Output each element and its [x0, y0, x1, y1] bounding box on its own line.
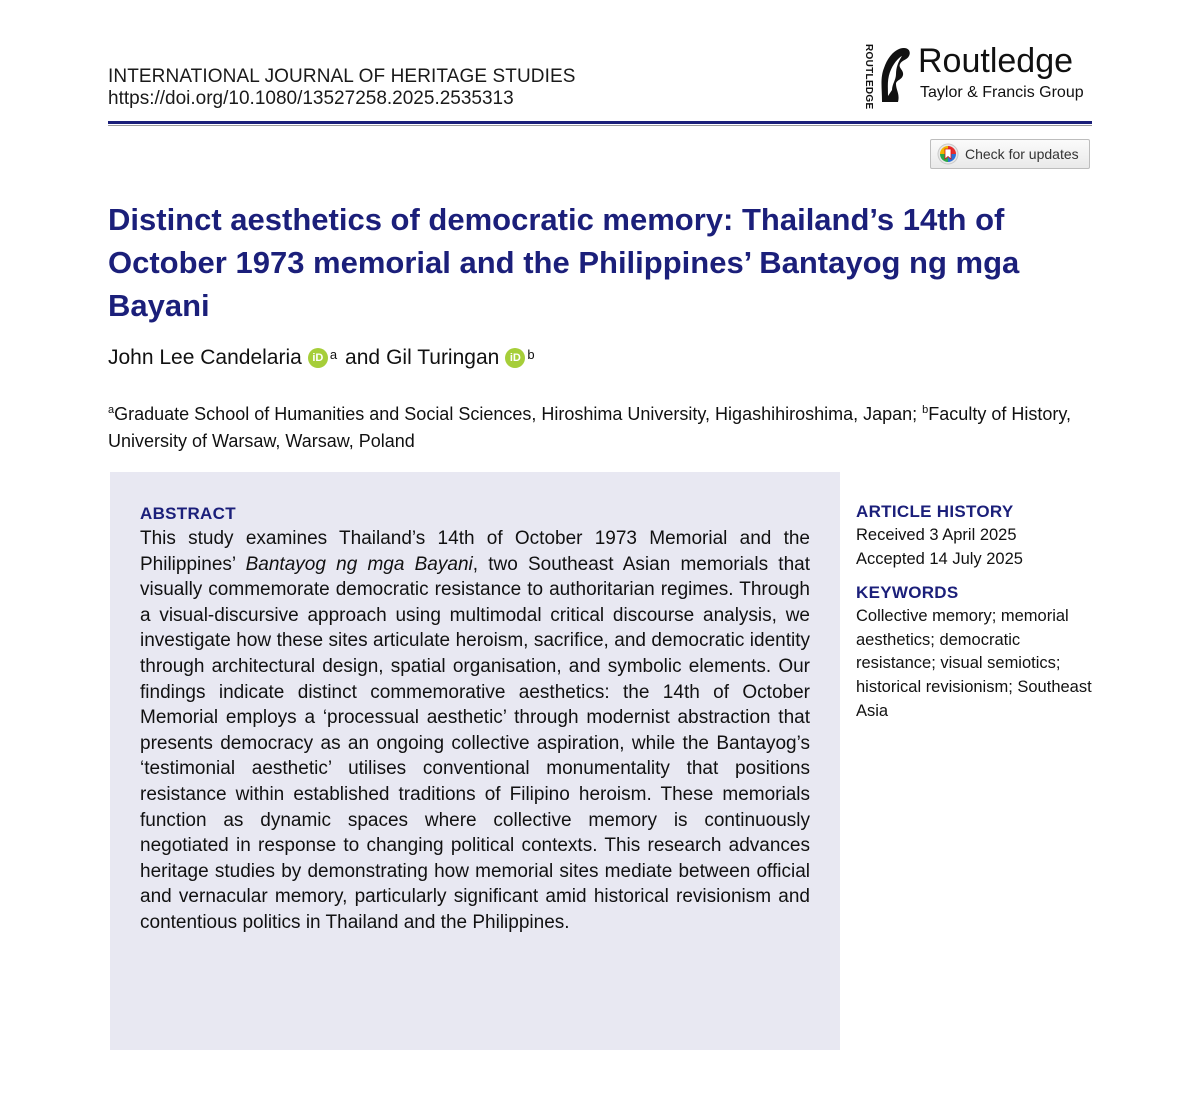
author-joiner: and: [345, 346, 381, 369]
affiliation-text: Graduate School of Humanities and Social Sciences, Hiroshima University, Higashihiroshima, Japan;: [114, 404, 923, 424]
header-rule: [108, 121, 1092, 124]
affiliation-mark: b: [527, 347, 535, 362]
publisher-group: Taylor & Francis Group: [920, 84, 1084, 101]
affiliation-mark: a: [329, 347, 338, 362]
author-name[interactable]: Gil Turingan: [386, 346, 500, 369]
affiliations: [108, 397, 1098, 455]
abstract-italic-term: Bantayog ng mga Bayani: [245, 553, 473, 575]
article-title: Distinct aesthetics of democratic memory: Thailand’s 14th of October 1973 memorial and the Philippines’ Bantayog ng mga Bayani: [108, 202, 1020, 323]
abstract-text: [140, 526, 810, 936]
doi-link[interactable]: https://doi.org/10.1080/13527258.2025.2535313: [108, 88, 514, 109]
abstract-text-part: This study examines Thailand’s 14th of October 1973 Memorial and the Philippines’: [140, 528, 810, 575]
check-for-updates-button[interactable]: [930, 139, 1090, 169]
keywords-heading: KEYWORDS: [856, 583, 959, 603]
keywords-list: Collective memory; memorial aesthetics; democratic resistance; visual semiotics; historical revisionism; Southeast Asia: [856, 607, 1092, 720]
abstract-heading: ABSTRACT: [140, 504, 236, 523]
routledge-logo-icon: [876, 44, 912, 104]
abstract-text-part: , two Southeast Asian memorials that visually commemorate democratic resistance to authoritarian regimes. Through a visual-discursive approach using multimodal critical discourse analysis, we investigate how these sites articulate heroism, sacrifice, and democratic identity through architectural design, spatial organisation, and symbolic elements. Our findings indicate distinct commemorative aesthetics: the 14th of October Memorial employs a ‘processual aesthetic’ through modernist abstraction that presents democracy as an ongoing collective aspiration, while the Bantayog’s ‘testimonial aesthetic’ utilises conventional monumentality that positions resistance within established traditions of Filipino heroism. These memorials function as dynamic spaces where collective memory is continuously negotiated in response to changing political contexts. This research advances heritage studies by demonstrating how memorial sites mediate between official and vernacular memory, particularly significant amid historical revisionism and contentious politics in Thailand and the Philippines.: [140, 553, 810, 933]
author-name[interactable]: John Lee Candelaria: [108, 346, 302, 369]
received-date: Received 3 April 2025: [856, 526, 1017, 544]
author-list: [108, 344, 543, 372]
check-updates-icon: [937, 143, 959, 165]
journal-name: INTERNATIONAL JOURNAL OF HERITAGE STUDIES: [108, 66, 576, 87]
affiliation-text: Faculty of History, University of Warsaw, Warsaw, Poland: [108, 404, 1071, 451]
publisher-vertical-label: ROUTLEDGE: [863, 44, 874, 110]
accepted-date: Accepted 14 July 2025: [856, 549, 1023, 568]
header-rule-secondary: [108, 125, 1092, 126]
abstract-box: [110, 472, 840, 1050]
orcid-icon[interactable]: iD: [308, 348, 328, 368]
article-sidebar: [856, 500, 1096, 723]
affiliation-mark: b: [922, 404, 929, 416]
orcid-icon[interactable]: iD: [505, 348, 525, 368]
journal-header: [108, 66, 576, 110]
check-for-updates-label: Check for updates: [965, 146, 1079, 162]
affiliation-mark: a: [108, 404, 115, 416]
article-history-heading: ARTICLE HISTORY: [856, 502, 1014, 521]
publisher-name: Routledge: [918, 42, 1074, 80]
